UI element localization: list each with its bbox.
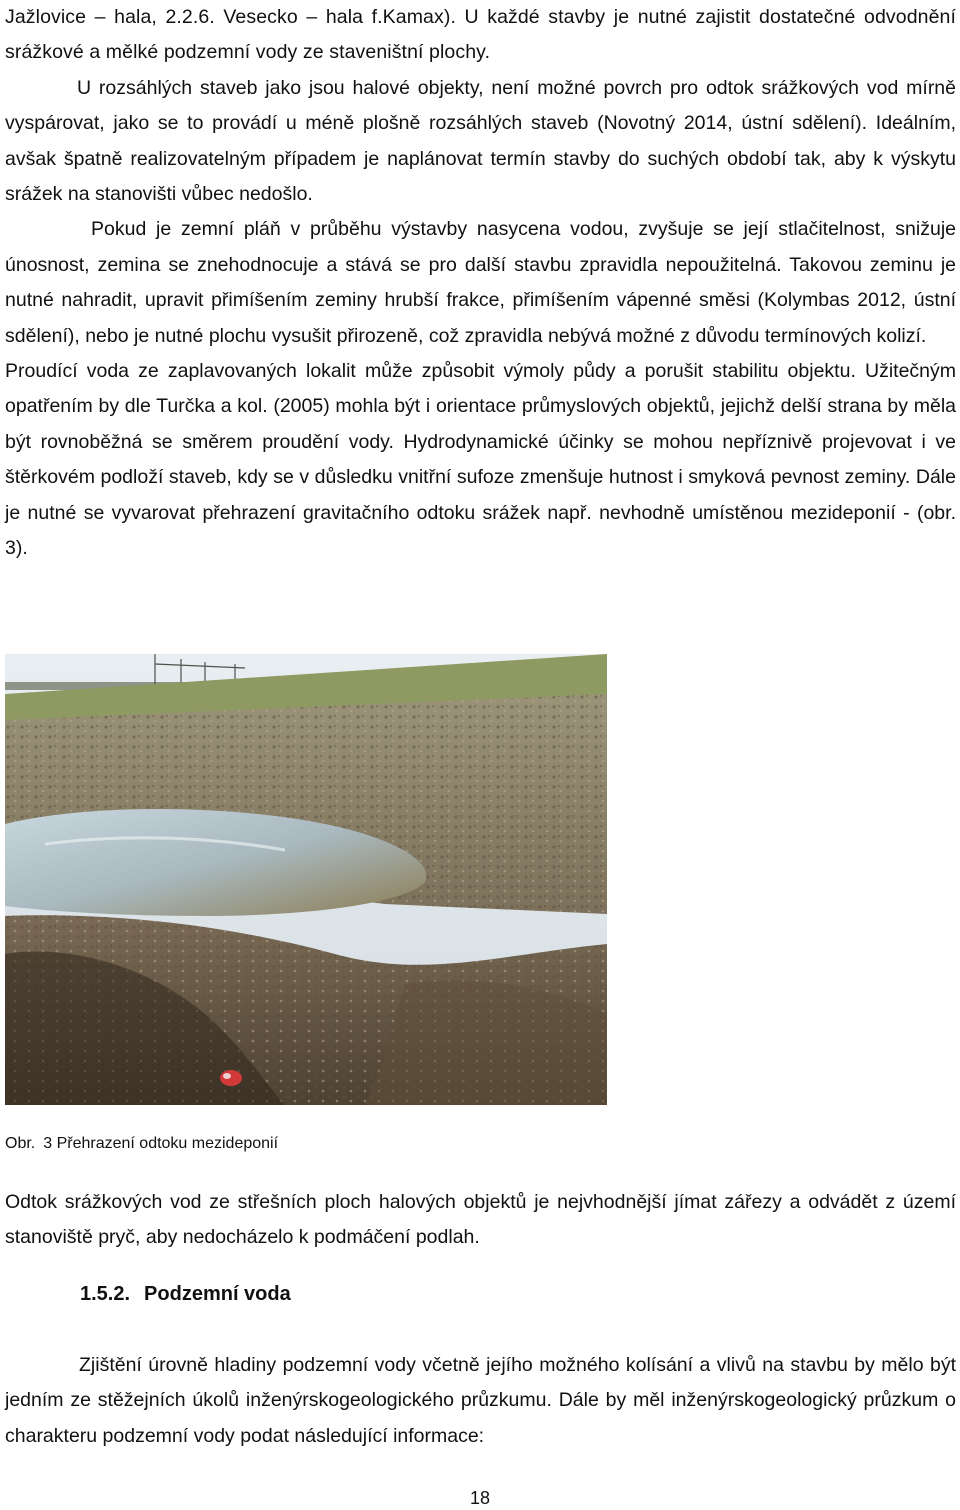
page-body (5, 0, 956, 567)
paragraph-2: U rozsáhlých staveb jako jsou halové objekty, není možné povrch pro odtok srážkových vod mírně vyspárovat, jako se to provádí u méně plošně rozsáhlých staveb (Novotný 2014, ústní sdělení). Ideálním, avšak špatně realizovatelným případem je naplánovat termín stavby do suchých období tak, aby k výskytu srážek na stanovišti vůbec nedošlo. (5, 76, 956, 206)
section-paragraph-block (5, 1348, 956, 1454)
paragraph-6: Zjištění úrovně hladiny podzemní vody včetně jejího možného kolísání a vlivů na stavbu by mělo být jedním ze stěžejních úkolů inženýrskogeologického průzkumu. Dále by měl inženýrskogeologický průzkum o charakteru podzemní vody podat následující informace: (5, 1354, 956, 1447)
construction-site-photo (5, 654, 607, 1105)
section-heading (80, 1279, 291, 1309)
section-title: Podzemní voda (144, 1283, 291, 1305)
paragraph-4: Proudící voda ze zaplavovaných lokalit může způsobit výmoly půdy a porušit stabilitu objektu. Užitečným opatřením by dle Turčka a kol. (2005) mohla být i orientace průmyslových objektů, jejichž delší strana by měla být rovnoběžná se směrem proudění vody. Hydrodynamické účinky se mohou nepříznivě projevovat i ve štěrkovém podloží staveb, kdy se v důsledku vnitřní sufoze zmenšuje hutnost i smyková pevnost zeminy. Dále je nutné se vyvarovat přehrazení gravitačního odtoku srážek např. nevhodně umístěnou mezideponií - (obr. 3). (5, 360, 956, 560)
section-number: 1.5.2. (80, 1283, 131, 1305)
paragraph-3: Pokud je zemní pláň v průběhu výstavby nasycena vodou, zvyšuje se její stlačitelnost, snižuje únosnost, zemina se znehodnocuje a stává se pro další stavbu zpravidla nepoužitelná. Takovou zeminu je nutné nahradit, upravit přimíšením zeminy hrubší frakce, přimíšením vápenné směsi (Kolymbas 2012, ústní sdělení), nebo je nutné plochu vysušit přirozeně, což zpravidla nebývá možné z důvodu termínových kolizí. (5, 218, 956, 347)
caption-prefix: Obr. (5, 1135, 36, 1152)
caption-text: 3 Přehrazení odtoku mezideponií (43, 1135, 279, 1152)
paragraph-after-figure-block (5, 1185, 956, 1256)
page-number: 18 (469, 1488, 491, 1508)
paragraph-5: Odtok srážkových vod ze střešních ploch halových objektů je nejvhodnější jímat zářezy a odvádět z území stanoviště pryč, aby nedocházelo k podmáčení podlah. (5, 1191, 956, 1249)
figure-caption (5, 1133, 278, 1155)
paragraph-1: Jažlovice – hala, 2.2.6. Vesecko – hala f.Kamax). U každé stavby je nutné zajistit dostatečné odvodnění srážkové a mělké podzemní vody ze staveništní plochy. (5, 6, 956, 64)
